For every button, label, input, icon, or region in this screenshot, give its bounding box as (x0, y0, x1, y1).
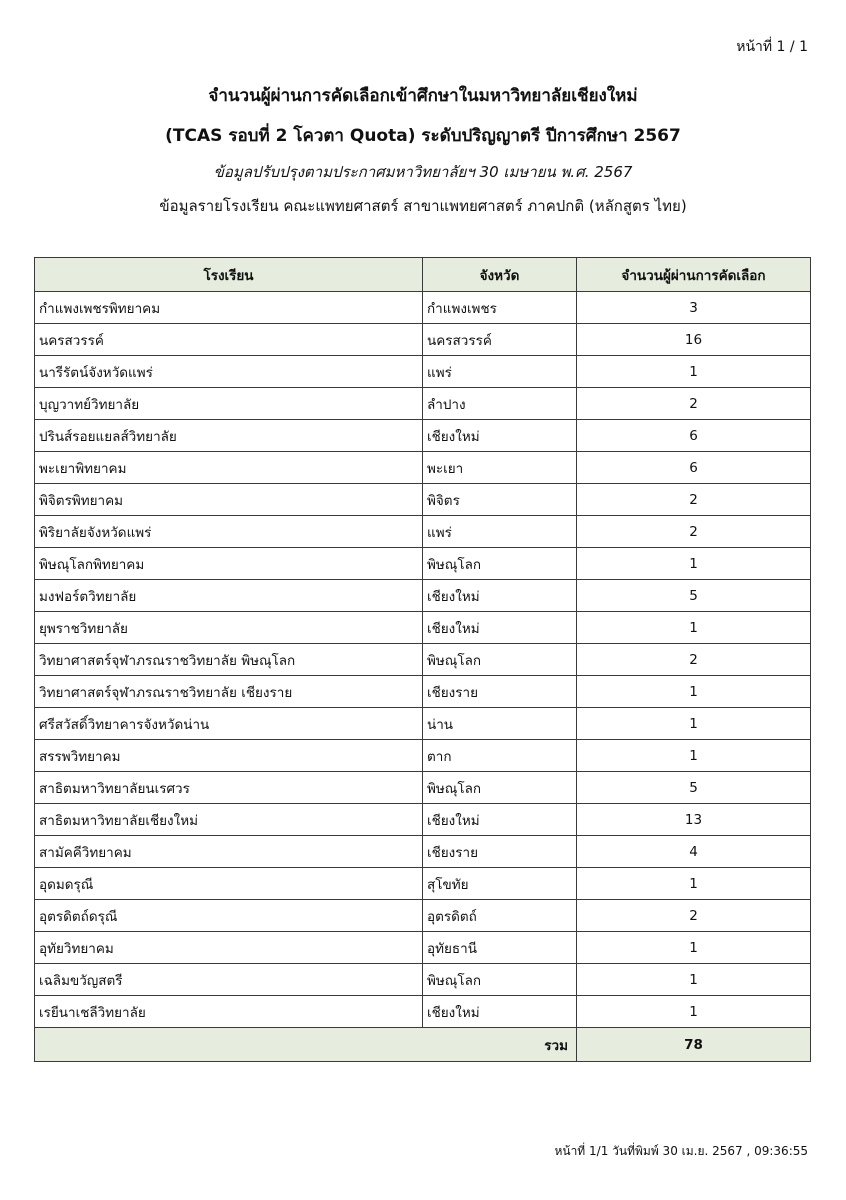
school-cell: พิริยาลัยจังหวัดแพร่ (35, 516, 423, 548)
table-row (35, 804, 811, 836)
table-row (35, 324, 811, 356)
province-cell: เชียงใหม่ (423, 804, 577, 836)
province-cell: เชียงใหม่ (423, 420, 577, 452)
print-footer: หน้าที่ 1/1 วันที่พิมพ์ 30 เม.ย. 2567 , 09:36:55 (554, 1144, 808, 1158)
count-cell: 6 (577, 452, 811, 484)
province-cell: พิษณุโลก (423, 548, 577, 580)
table-row (35, 612, 811, 644)
province-cell: แพร่ (423, 516, 577, 548)
province-cell: พิษณุโลก (423, 772, 577, 804)
school-cell: วิทยาศาสตร์จุฬาภรณราชวิทยาลัย เชียงราย (35, 676, 423, 708)
table-row (35, 996, 811, 1028)
table-row (35, 676, 811, 708)
school-cell: อุดมดรุณี (35, 868, 423, 900)
school-cell: เรยีนาเชลีวิทยาลัย (35, 996, 423, 1028)
table-row (35, 484, 811, 516)
school-cell: มงฟอร์ตวิทยาลัย (35, 580, 423, 612)
count-cell: 1 (577, 964, 811, 996)
table-row (35, 452, 811, 484)
school-cell: ศรีสวัสดิ์วิทยาคารจังหวัดน่าน (35, 708, 423, 740)
province-cell: เชียงราย (423, 676, 577, 708)
table-row (35, 516, 811, 548)
count-cell: 13 (577, 804, 811, 836)
count-cell: 16 (577, 324, 811, 356)
province-cell: ลำปาง (423, 388, 577, 420)
school-cell: พะเยาพิทยาคม (35, 452, 423, 484)
page-number: หน้าที่ 1 / 1 (736, 39, 808, 55)
province-cell: สุโขทัย (423, 868, 577, 900)
table-row (35, 356, 811, 388)
province-cell: พิษณุโลก (423, 964, 577, 996)
table-row (35, 388, 811, 420)
school-cell: วิทยาศาสตร์จุฬาภรณราชวิทยาลัย พิษณุโลก (35, 644, 423, 676)
province-cell: พิษณุโลก (423, 644, 577, 676)
table-row (35, 772, 811, 804)
count-cell: 1 (577, 932, 811, 964)
count-cell: 3 (577, 292, 811, 324)
school-cell: ปรินส์รอยแยลส์วิทยาลัย (35, 420, 423, 452)
table-row (35, 644, 811, 676)
table-row (35, 548, 811, 580)
school-cell: สามัคคีวิทยาคม (35, 836, 423, 868)
table-row (35, 964, 811, 996)
table-body (35, 292, 811, 1028)
count-cell: 4 (577, 836, 811, 868)
count-cell: 1 (577, 356, 811, 388)
count-cell: 1 (577, 868, 811, 900)
total-label: รวม (35, 1028, 577, 1062)
province-cell: เชียงใหม่ (423, 612, 577, 644)
province-cell: อุตรดิตถ์ (423, 900, 577, 932)
count-cell: 2 (577, 388, 811, 420)
school-cell: อุตรดิตถ์ดรุณี (35, 900, 423, 932)
school-cell: สรรพวิทยาคม (35, 740, 423, 772)
table-row (35, 708, 811, 740)
province-cell: แพร่ (423, 356, 577, 388)
school-cell: ยุพราชวิทยาลัย (35, 612, 423, 644)
table-row (35, 420, 811, 452)
province-cell: นครสวรรค์ (423, 324, 577, 356)
school-cell: กำแพงเพชรพิทยาคม (35, 292, 423, 324)
table-row (35, 932, 811, 964)
count-cell: 5 (577, 580, 811, 612)
results-table (34, 257, 811, 1062)
school-cell: พิจิตรพิทยาคม (35, 484, 423, 516)
province-cell: พะเยา (423, 452, 577, 484)
table-header-row (35, 258, 811, 292)
page-subtitle-round: (TCAS รอบที่ 2 โควตา Quota) ระดับปริญญาตรี ปีการศึกษา 2567 (165, 126, 681, 146)
school-cell: สาธิตมหาวิทยาลัยนเรศวร (35, 772, 423, 804)
province-cell: น่าน (423, 708, 577, 740)
count-cell: 1 (577, 548, 811, 580)
faculty-subtitle: ข้อมูลรายโรงเรียน คณะแพทยศาสตร์ สาขาแพทยศาสตร์ ภาคปกติ (หลักสูตร ไทย) (159, 197, 687, 215)
table-row (35, 580, 811, 612)
table-row (35, 740, 811, 772)
count-cell: 1 (577, 676, 811, 708)
count-cell: 2 (577, 516, 811, 548)
school-cell: อุทัยวิทยาคม (35, 932, 423, 964)
province-cell: อุทัยธานี (423, 932, 577, 964)
count-cell: 2 (577, 484, 811, 516)
province-cell: เชียงใหม่ (423, 580, 577, 612)
school-cell: นารีรัตน์จังหวัดแพร่ (35, 356, 423, 388)
school-cell: พิษณุโลกพิทยาคม (35, 548, 423, 580)
province-cell: เชียงราย (423, 836, 577, 868)
count-cell: 6 (577, 420, 811, 452)
school-cell: บุญวาทย์วิทยาลัย (35, 388, 423, 420)
total-row (35, 1028, 811, 1062)
school-cell: นครสวรรค์ (35, 324, 423, 356)
count-cell: 2 (577, 644, 811, 676)
count-cell: 1 (577, 708, 811, 740)
count-cell: 1 (577, 740, 811, 772)
table-row (35, 868, 811, 900)
count-cell: 1 (577, 996, 811, 1028)
school-cell: เฉลิมขวัญสตรี (35, 964, 423, 996)
count-cell: 5 (577, 772, 811, 804)
table-row (35, 836, 811, 868)
province-cell: ตาก (423, 740, 577, 772)
total-value: 78 (577, 1028, 811, 1062)
column-header-school: โรงเรียน (35, 258, 423, 292)
page-title: จำนวนผู้ผ่านการคัดเลือกเข้าศึกษาในมหาวิทยาลัยเชียงใหม่ (208, 86, 638, 106)
school-cell: สาธิตมหาวิทยาลัยเชียงใหม่ (35, 804, 423, 836)
count-cell: 2 (577, 900, 811, 932)
count-cell: 1 (577, 612, 811, 644)
province-cell: กำแพงเพชร (423, 292, 577, 324)
province-cell: เชียงใหม่ (423, 996, 577, 1028)
table-row (35, 900, 811, 932)
province-cell: พิจิตร (423, 484, 577, 516)
column-header-province: จังหวัด (423, 258, 577, 292)
update-note: ข้อมูลปรับปรุงตามประกาศมหาวิทยาลัยฯ 30 เมษายน พ.ศ. 2567 (213, 163, 633, 181)
column-header-count: จำนวนผู้ผ่านการคัดเลือก (577, 258, 811, 292)
table-row (35, 292, 811, 324)
